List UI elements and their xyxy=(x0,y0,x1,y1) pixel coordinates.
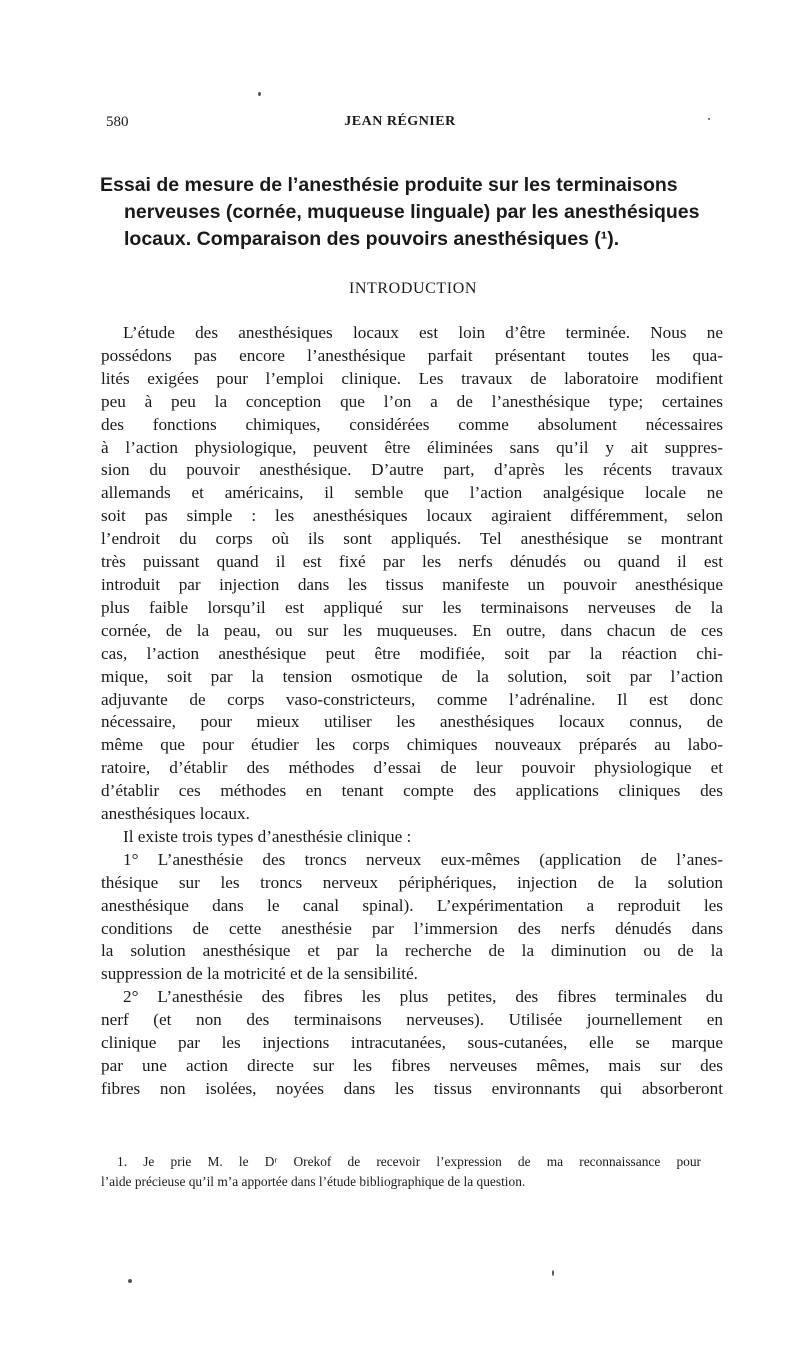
body-line: introduit par injection dans les tissus manifeste un pouvoir anesthésique xyxy=(101,574,723,594)
body-line: l’endroit du corps où ils sont appliqués. Tel anesthésique se montrant xyxy=(101,529,723,549)
body-line: anesthésique dans le canal spinal). L’expérimentation a reproduit les xyxy=(101,895,723,915)
body-line: Il existe trois types d’anesthésie clinique : xyxy=(123,826,412,846)
title-line: nerveuses (cornée, muqueuse linguale) par les anesthésiques xyxy=(124,201,700,223)
body-line: cornée, de la peau, ou sur les muqueuses. En outre, dans chacun de ces xyxy=(101,620,723,640)
scan-speck xyxy=(128,1279,132,1283)
body-line: possédons pas encore l’anesthésique parfait présentant toutes les qua- xyxy=(101,345,723,365)
body-line: par une action directe sur les fibres nerveuses mêmes, mais sur des xyxy=(101,1056,723,1075)
footnotes xyxy=(101,1152,701,1191)
body-line: 2° L’anesthésie des fibres les plus petites, des fibres terminales du xyxy=(123,987,723,1007)
page-number: 580 xyxy=(106,114,129,130)
scan-speck xyxy=(708,118,710,120)
body-line: adjuvante de corps vaso-constricteurs, comme l’adrénaline. Il est donc xyxy=(101,689,723,709)
article-title xyxy=(100,172,710,253)
body-line: sion du pouvoir anesthésique. D’autre part, d’après les récents travaux xyxy=(101,460,723,480)
body-line: plus faible lorsqu’il est appliqué sur les terminaisons nerveuses de la xyxy=(101,597,723,617)
body-line: mique, soit par la tension osmotique de la solution, soit par l’action xyxy=(101,666,723,686)
body-line: des fonctions chimiques, considérées comme absolument nécessaires xyxy=(101,414,723,434)
body-line: thésique sur les troncs nerveux périphériques, injection de la solution xyxy=(101,872,723,892)
scan-speck xyxy=(552,1270,554,1276)
body-line: L’étude des anesthésiques locaux est loin d’être terminée. Nous ne xyxy=(123,323,723,342)
body-line: anesthésiques locaux. xyxy=(101,804,250,824)
running-head xyxy=(100,114,700,136)
body-line: d’établir ces méthodes en tenant compte des applications cliniques des xyxy=(101,781,723,801)
body-line: lités exigées pour l’emploi clinique. Les travaux de laboratoire modifient xyxy=(101,368,723,388)
body-line: nerf (et non des terminaisons nerveuses). Utilisée journellement en xyxy=(101,1010,723,1030)
body-line: à l’action physiologique, peuvent être éliminées sans qu’il y ait suppres- xyxy=(101,437,723,457)
body-line: peu à peu la conception que l’on a de l’anesthésique type; certaines xyxy=(101,391,723,411)
body-line: la solution anesthésique et par la recherche de la diminution ou de la xyxy=(101,941,723,961)
body-line: ratoire, d’établir des méthodes d’essai de leur pouvoir physiologique et xyxy=(101,758,723,778)
title-line: locaux. Comparaison des pouvoirs anesthésiques (¹). xyxy=(124,228,620,250)
body-line: 1° L’anesthésie des troncs nerveux eux-mêmes (application de l’anes- xyxy=(123,849,723,869)
body-line: très puissant quand il est fixé par les nerfs dénudés ou quand il est xyxy=(101,552,723,572)
body-line: même que pour étudier les corps chimiques nouveaux préparés au labo- xyxy=(101,735,723,755)
body-line: soit pas simple : les anesthésiques locaux agiraient différemment, selon xyxy=(101,506,723,526)
body-text xyxy=(101,322,723,1101)
footnote-line: l’aide précieuse qu’il m’a apportée dans l’étude bibliographique de la question. xyxy=(101,1173,526,1189)
body-line: conditions de cette anesthésie par l’immersion des nerfs dénudés dans xyxy=(101,918,723,938)
body-line: fibres non isolées, noyées dans les tissus environnants qui absorberont xyxy=(101,1078,723,1098)
body-line: nécessaire, pour mieux utiliser les anesthésiques locaux connus, de xyxy=(101,712,723,732)
body-line: cas, l’action anesthésique peut être modifiée, soit par la réaction chi- xyxy=(101,643,723,663)
body-line: suppression de la motricité et de la sensibilité. xyxy=(101,964,418,984)
scan-speck xyxy=(258,92,261,96)
section-heading: INTRODUCTION xyxy=(348,280,478,297)
footnote-line: 1. Je prie M. le Dʳ Orekof de recevoir l’expression de ma reconnaissance pour xyxy=(117,1154,701,1169)
body-line: allemands et américains, il semble que l’action analgésique locale ne xyxy=(101,483,723,503)
body-line: clinique par les injections intracutanées, sous-cutanées, elle se marque xyxy=(101,1033,723,1053)
title-line: Essai de mesure de l’anesthésie produite sur les terminaisons xyxy=(100,174,678,196)
author-running-head: JEAN RÉGNIER xyxy=(344,114,456,129)
